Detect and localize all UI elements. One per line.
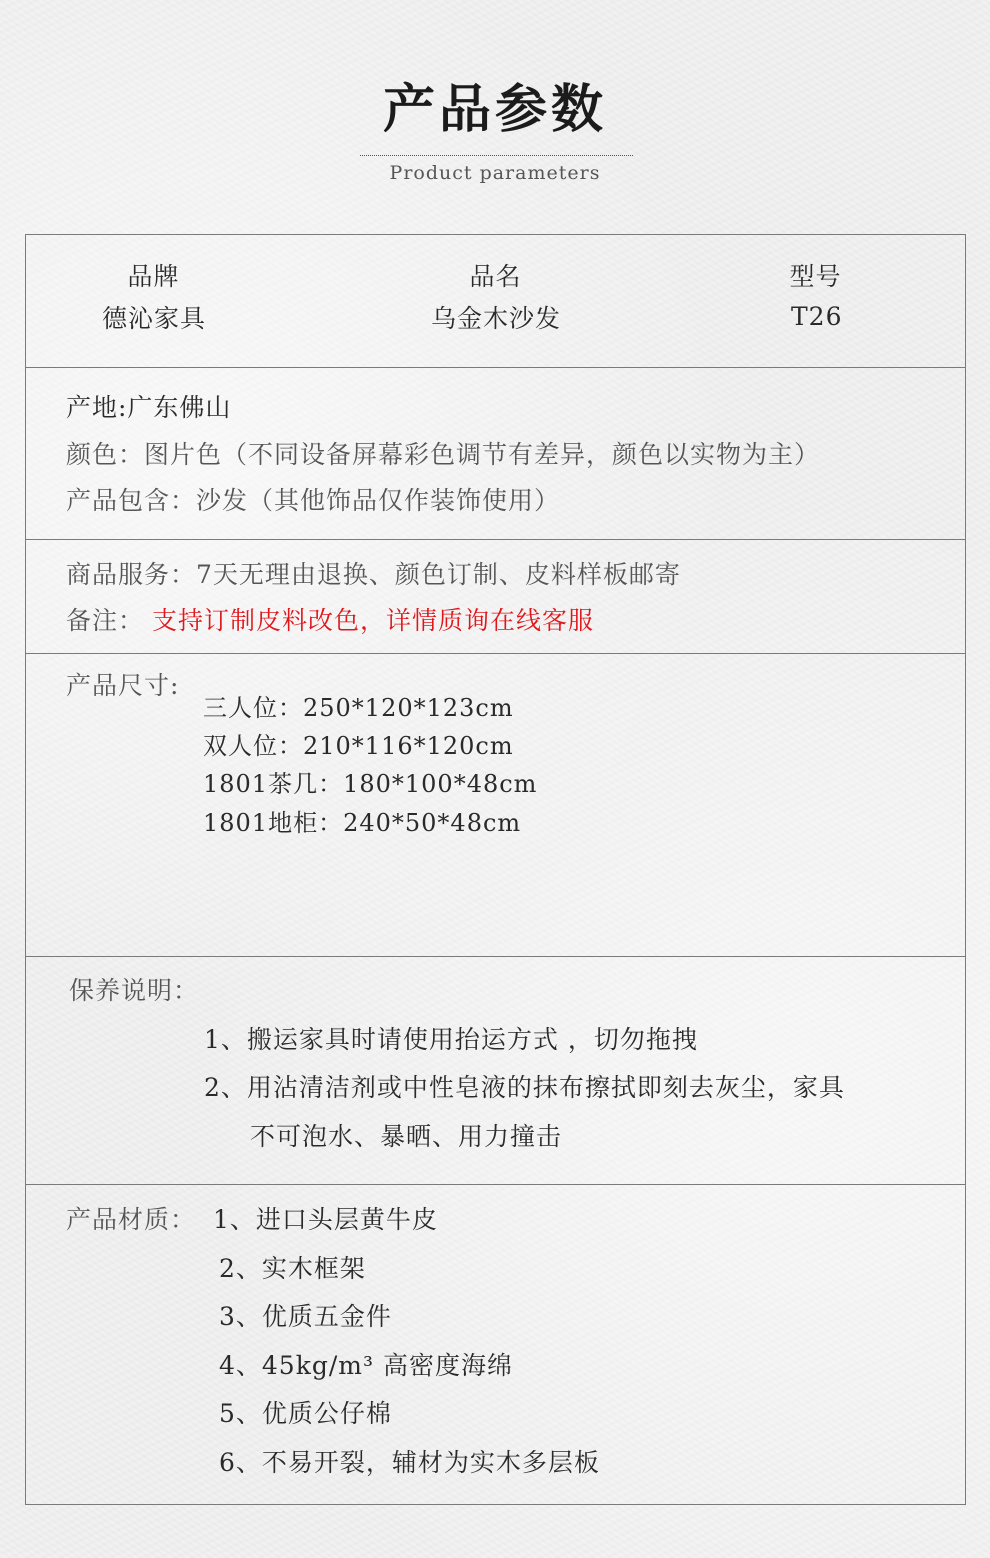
material-section (26, 1185, 965, 1504)
care-item: 2、用沾清洁剂或中性皂液的抹布擦拭即刻去灰尘，家具 (204, 1073, 845, 1102)
model-value: T26 (791, 302, 843, 331)
name-label: 品名 (469, 262, 522, 291)
care-section (26, 957, 965, 1185)
size-section (26, 654, 965, 957)
material-item: 3、优质五金件 (219, 1302, 392, 1331)
material-item: 5、优质公仔棉 (219, 1399, 392, 1428)
includes-text: 产品包含：沙发（其他饰品仅作装饰使用） (66, 486, 561, 515)
material-label: 产品材质： (66, 1205, 197, 1234)
parameter-table (25, 234, 966, 1505)
service-section (26, 540, 965, 654)
title-divider (360, 155, 633, 156)
service-text: 商品服务：7天无理由退换、颜色订制、皮料样板邮寄 (66, 560, 681, 589)
brand-value: 德沁家具 (101, 304, 206, 333)
page-title: 产品参数 (382, 80, 607, 140)
origin-text: 产地:广东佛山 (66, 393, 232, 422)
material-item: 6、不易开裂，辅材为实木多层板 (219, 1448, 600, 1477)
note-text: 支持订制皮料改色，详情质询在线客服 (152, 606, 595, 635)
size-item: 双人位：210*116*120cm (203, 732, 514, 760)
material-item: 4、45kg/m³ 高密度海绵 (219, 1351, 513, 1380)
size-item: 1801茶几：180*100*48cm (203, 770, 538, 798)
size-item: 三人位：250*120*123cm (203, 694, 514, 722)
note-label: 备注： (66, 606, 145, 635)
page-subtitle: Product parameters (389, 162, 601, 184)
material-item: 2、实木框架 (219, 1254, 366, 1283)
care-item: 1、搬运家具时请使用抬运方式 ，切勿拖拽 (204, 1025, 698, 1054)
name-value: 乌金木沙发 (430, 304, 561, 333)
brand-label: 品牌 (127, 262, 180, 291)
care-label: 保养说明： (69, 976, 200, 1005)
model-label: 型号 (789, 262, 842, 291)
product-info-section (26, 368, 965, 540)
size-label: 产品尺寸: (66, 671, 180, 700)
material-item: 1、进口头层黄牛皮 (213, 1205, 438, 1234)
size-item: 1801地柜：240*50*48cm (203, 809, 522, 837)
page-header (0, 0, 990, 200)
basic-info-section (26, 235, 965, 368)
color-text: 颜色：图片色（不同设备屏幕彩色调节有差异，颜色以实物为主） (66, 440, 821, 469)
care-item: 不可泡水、暴晒、用力撞击 (250, 1122, 563, 1151)
